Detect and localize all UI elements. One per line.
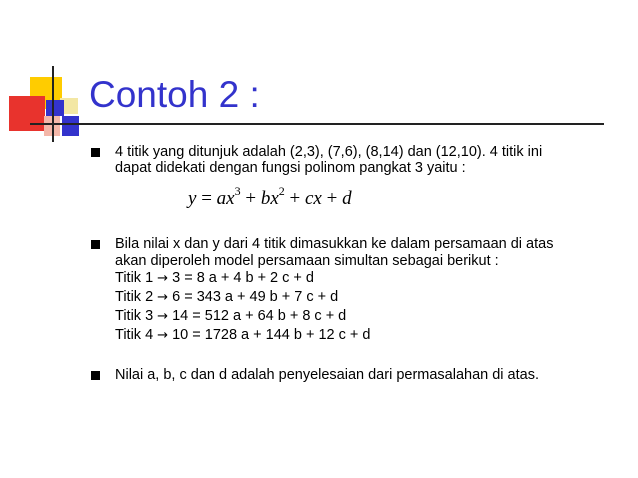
arrow-right-icon: → [157,309,169,324]
bullet2-line1: Bila nilai x dan y dari 4 titik dimasukkan ke dalam persamaan di atas [115,236,554,252]
point-equation: 14 = 512 a + 64 b + 8 c + d [172,308,347,324]
decor-blue-square-a [46,100,64,116]
point-equation: 3 = 8 a + 4 b + 2 c + d [172,270,314,286]
bullet-square-icon [91,240,100,249]
point-label: Titik 1 [115,270,154,286]
point-row [115,327,370,344]
formula-cx: cx [304,188,322,209]
formula-bx: bx [260,188,279,209]
point-row [115,270,314,287]
decor-red-square [9,96,45,131]
bullet1-line2: dapat didekati dengan fungsi polinom pangkat 3 yaitu : [115,160,466,176]
point-row [115,308,346,325]
formula-exp2: 2 [278,184,285,198]
point-label: Titik 2 [115,289,154,305]
point-label: Titik 4 [115,327,154,343]
point-row [115,289,338,306]
bullet1-line1: 4 titik yang ditunjuk adalah (2,3), (7,6), (8,14) dan (12,10). 4 titik ini [115,144,543,160]
bullet-square-icon [91,371,100,380]
point-equation: 10 = 1728 a + 144 b + 12 c + d [172,327,371,343]
polynomial-formula [188,184,352,210]
arrow-right-icon: → [157,328,169,343]
decor-blue-square-b [62,116,79,136]
slide-title: Contoh 2 : [89,74,260,115]
formula-plus1: + [245,188,257,209]
point-label: Titik 3 [115,308,154,324]
arrow-right-icon: → [157,290,169,305]
bullet3-line1: Nilai a, b, c dan d adalah penyelesaian dari permasalahan di atas. [115,367,539,383]
title-underline [30,123,604,125]
formula-plus2: + [289,188,301,209]
formula-exp3: 3 [234,184,241,198]
formula-equals: = [201,188,212,209]
formula-ax: ax [216,188,235,209]
formula-plus3: + [326,188,338,209]
formula-y: y [188,188,197,209]
formula-d: d [342,188,352,209]
arrow-right-icon: → [157,271,169,286]
bullet-square-icon [91,148,100,157]
bullet2-line2: akan diperoleh model persamaan simultan sebagai berikut : [115,253,499,269]
decor-vertical-line [52,66,54,142]
point-equation: 6 = 343 a + 49 b + 7 c + d [172,289,339,305]
